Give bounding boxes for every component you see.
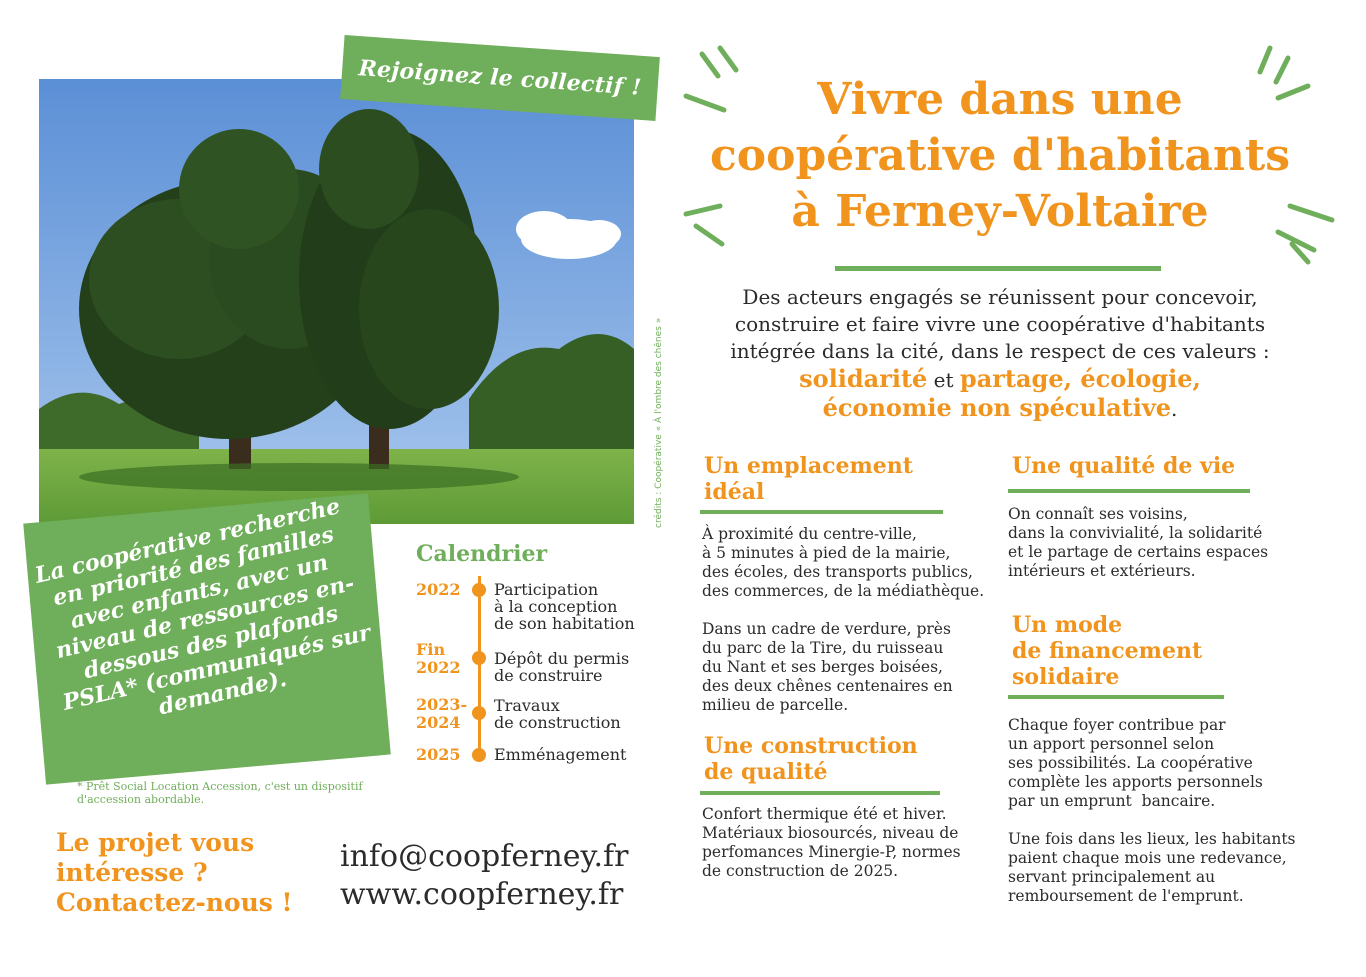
title-divider [835, 266, 1161, 271]
contact-callout: Le projet vous intéresse ? Contactez-nous ! [56, 828, 293, 917]
calendar-text: Emménagement [494, 745, 627, 764]
calendar-text: Travaux de construction [494, 696, 621, 732]
calendar-year: 2022 [416, 580, 461, 599]
calendar-year: Fin 2022 [416, 640, 461, 677]
section-divider [700, 510, 943, 514]
timeline-dot-icon [472, 748, 486, 762]
values-line: économie non spéculative. [822, 393, 1178, 422]
calendar-text: Dépôt du permis de construire [494, 649, 630, 685]
section-text-location: À proximité du centre-ville, à 5 minutes à pied de la mairie, des écoles, des transports publics, des commerces, de la médiathèque. Dans un cadre de verdure, près du parc de la Tire, du ruisseau du Nant et ses berges boisées, des deux chênes centenaires en milieu de parcelle. [702, 525, 985, 714]
section-text-quality: On connaît ses voisins, dans la convivialité, la solidarité et le partage de certains espaces intérieurs et extérieurs. [1008, 505, 1269, 580]
values-line: solidarité et partage, écologie, [799, 364, 1201, 393]
families-callout [23, 493, 391, 784]
section-title-construction: Une construction de qualité [704, 733, 918, 785]
section-title-financing: Un mode de financement solidaire [1012, 612, 1203, 690]
section-text-construction: Confort thermique été et hiver. Matériaux biosourcés, niveau de perfomances Minergie-P, normes de construction de 2025. [702, 805, 961, 880]
timeline-dot-icon [472, 706, 486, 720]
section-divider [1008, 489, 1250, 493]
page-title: Vivre dans une coopérative d'habitants à Ferney-Voltaire [710, 74, 1290, 237]
intro-paragraph: Des acteurs engagés se réunissent pour concevoir, construire et faire vivre une coopérative d'habitants intégrée dans la cité, dans le respect de ces valeurs : solidarité et partage, écologie, économie non spéculative. [690, 284, 1310, 423]
section-divider [700, 791, 940, 795]
families-callout-text: La coopérative recherche en priorité des familles avec enfants, avec un niveau de ressources en-dessous des plafonds PSLA* (communiqués sur demande). [32, 493, 374, 721]
oak-trees-illustration [39, 79, 634, 524]
section-divider [1008, 695, 1224, 699]
calendar-text: Participation à la conception de son habitation [494, 580, 635, 633]
email-link[interactable]: info@coopferney.fr [340, 839, 629, 874]
oak-trees-photo [39, 79, 634, 524]
section-text-financing: Chaque foyer contribue par un apport personnel selon ses possibilités. La coopérative complète les apports personnels par un emprunt bancaire. Une fois dans les lieux, les habitants paient chaque mois une redevance, servant principalement au remboursement de l'emprunt. [1008, 716, 1296, 905]
calendar-year: 2023- 2024 [416, 695, 468, 732]
join-banner-text: Rejoignez le collectif ! [357, 55, 643, 101]
section-title-quality: Une qualité de vie [1012, 453, 1236, 479]
psla-footnote: * Prêt Social Location Accession, c'est un dispositif d'accession abordable. [77, 780, 363, 806]
contact-details [340, 838, 628, 914]
website-link[interactable]: www.coopferney.fr [340, 877, 624, 912]
timeline-dot-icon [472, 651, 486, 665]
timeline-dot-icon [472, 583, 486, 597]
calendar-timeline [478, 576, 481, 760]
calendar-title: Calendrier [416, 541, 548, 567]
calendar-year: 2025 [416, 745, 461, 764]
section-title-location: Un emplacement idéal [704, 453, 913, 505]
photo-credit: crédits : Coopérative « À l'ombre des chênes » [654, 317, 664, 528]
